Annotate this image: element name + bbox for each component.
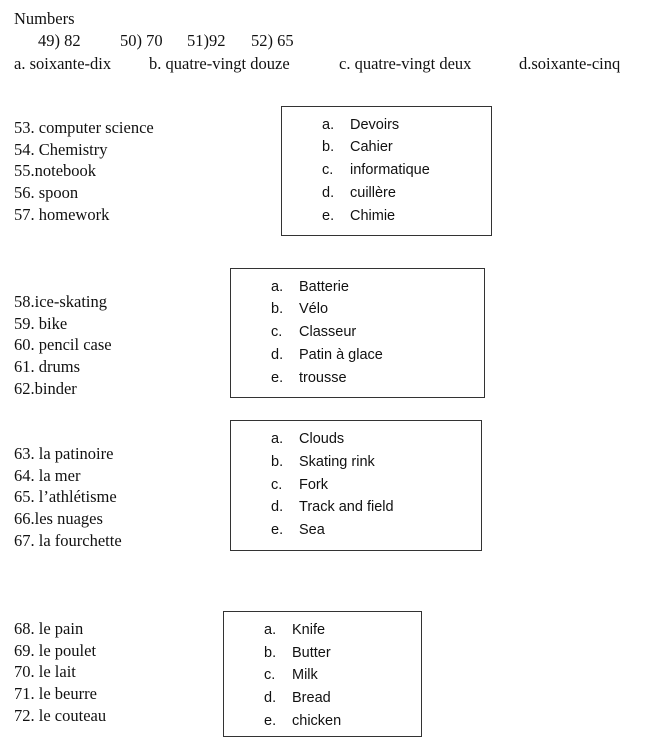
list-item: 60. pencil case xyxy=(14,335,112,355)
option-text: Vélo xyxy=(299,301,329,317)
number-choice-b: b. quatre-vingt douze xyxy=(149,54,290,73)
option-text: Sea xyxy=(299,522,325,538)
option-text: Classeur xyxy=(299,324,357,340)
section4-options-box xyxy=(223,611,422,737)
option-text: Fork xyxy=(299,477,328,493)
number-choice-d: d.soixante-cinq xyxy=(519,54,621,73)
list-item: 68. le pain xyxy=(14,619,84,638)
option-letter: a. xyxy=(322,117,335,133)
list-item: 61. drums xyxy=(14,357,80,377)
number-item-52: 52) 65 xyxy=(251,31,294,50)
list-item: 67. la fourchette xyxy=(14,530,122,550)
number-choice-a: a. soixante-dix xyxy=(14,54,112,73)
section1-options-box xyxy=(281,106,492,236)
numbers-title: Numbers xyxy=(14,9,75,28)
option-letter: d. xyxy=(264,690,277,706)
section3-options-box xyxy=(230,420,482,551)
option-text: Devoirs xyxy=(350,117,400,133)
list-item: 70. le lait xyxy=(14,662,76,682)
option-letter: b. xyxy=(322,139,335,155)
option-text: Patin à glace xyxy=(299,347,383,363)
option-letter: b. xyxy=(271,301,284,317)
option-text: cuillère xyxy=(350,185,396,201)
option-text: Clouds xyxy=(299,431,345,447)
option-text: Milk xyxy=(292,667,318,683)
list-item: 62.binder xyxy=(14,378,77,398)
option-letter: c. xyxy=(271,477,283,493)
option-letter: d. xyxy=(322,185,335,201)
list-item: 57. homework xyxy=(14,204,110,224)
option-text: chicken xyxy=(292,713,342,729)
section2-prompt-list xyxy=(14,291,112,399)
option-letter: c. xyxy=(271,324,283,340)
option-letter: a. xyxy=(264,622,277,638)
option-letter: a. xyxy=(271,279,284,295)
section2-options-box xyxy=(230,268,485,398)
list-item: 71. le beurre xyxy=(14,684,97,704)
list-item: 53. computer science xyxy=(14,118,154,137)
option-letter: c. xyxy=(264,667,276,683)
option-text: Skating rink xyxy=(299,454,375,470)
option-text: Bread xyxy=(292,690,331,706)
option-text: Butter xyxy=(292,645,331,661)
number-choice-c: c. quatre-vingt deux xyxy=(339,54,472,73)
list-item: 72. le couteau xyxy=(14,705,107,725)
number-item-51: 51)92 xyxy=(187,31,226,50)
option-letter: e. xyxy=(264,713,277,729)
list-item: 55.notebook xyxy=(14,161,97,181)
option-letter: e. xyxy=(271,370,284,386)
option-text: Knife xyxy=(292,622,326,638)
option-text: trousse xyxy=(299,370,347,386)
section3-prompt-list xyxy=(14,443,122,551)
option-text: Cahier xyxy=(350,139,393,155)
option-letter: b. xyxy=(264,645,277,661)
list-item: 66.les nuages xyxy=(14,509,103,529)
list-item: 63. la patinoire xyxy=(14,444,114,463)
option-letter: a. xyxy=(271,431,284,447)
option-letter: e. xyxy=(271,522,284,538)
list-item: 69. le poulet xyxy=(14,640,97,660)
option-text: informatique xyxy=(350,162,430,178)
list-item: 65. l’athlétisme xyxy=(14,487,117,507)
list-item: 56. spoon xyxy=(14,183,79,203)
option-text: Batterie xyxy=(299,279,349,295)
option-text: Track and field xyxy=(299,499,394,515)
list-item: 54. Chemistry xyxy=(14,139,108,159)
section4-prompt-list xyxy=(14,618,106,726)
option-text: Chimie xyxy=(350,208,396,224)
number-item-50: 50) 70 xyxy=(120,31,163,50)
option-letter: c. xyxy=(322,162,334,178)
option-letter: b. xyxy=(271,454,284,470)
option-letter: d. xyxy=(271,499,284,515)
number-item-49: 49) 82 xyxy=(38,31,81,50)
section1-prompt-list xyxy=(14,117,154,225)
list-item: 64. la mer xyxy=(14,465,81,485)
list-item: 59. bike xyxy=(14,313,68,333)
option-letter: d. xyxy=(271,347,284,363)
option-letter: e. xyxy=(322,208,335,224)
list-item: 58.ice-skating xyxy=(14,292,108,311)
